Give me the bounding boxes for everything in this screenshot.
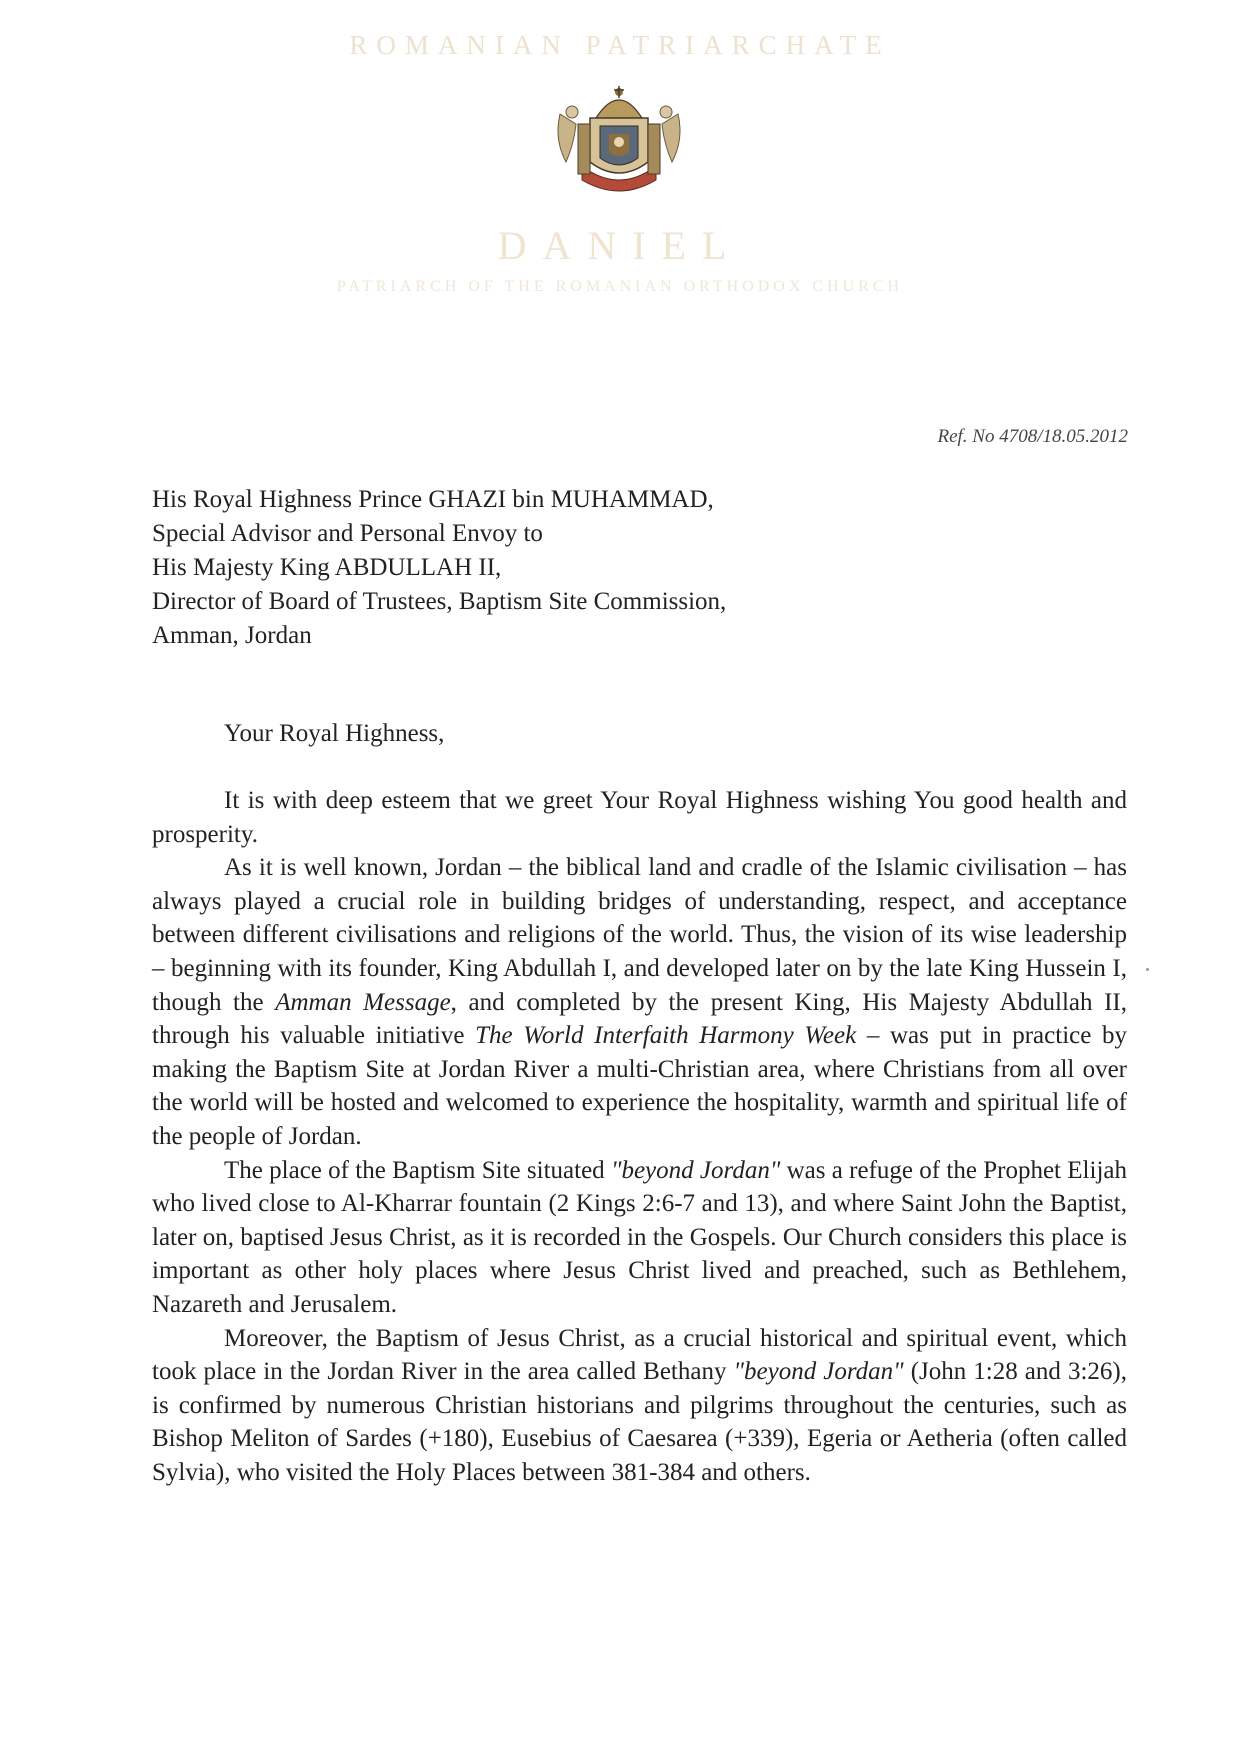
letter-body [152,784,1127,1489]
letterhead-patriarch-name: DANIEL [497,223,743,268]
text-run: , and completed by the present King, His Majesty Abdullah II, through his valuable initiative [152,988,1127,1050]
address-line: Amman, Jordan [152,622,312,649]
letterhead-organization: ROMANIAN PATRIARCHATE [349,30,891,60]
salutation: Your Royal Highness, [224,720,445,747]
text-run: Moreover, the Baptism of Jesus Christ, as a crucial historical and spiritual event, which took place in the Jordan River in the area called Bethany [152,1324,1127,1386]
text-run: was a refuge of the Prophet Elijah who lived close to Al-Kharrar fountain (2 Kings 2:6-7 and 13), and where Saint John the Baptist, later on, baptised Jesus Christ, as it is recorded in the Gospels. Our Church considers this place is important as other holy places where Jesus Christ lived and preached, such as Bethlehem, Nazareth and Jerusalem. [152,1156,1127,1318]
address-line: His Majesty King ABDULLAH II, [152,554,502,581]
paragraph-baptism-site [152,1154,1127,1322]
text-run: The place of the Baptism Site situated [224,1156,611,1184]
paragraph-historical-evidence [152,1322,1127,1490]
emphasis-amman-message: Amman Message [275,988,451,1016]
reference-number: Ref. No 4708/18.05.2012 [937,426,1128,447]
address-line: His Royal Highness Prince GHAZI bin MUHAMMAD, [152,486,714,513]
letterhead-patriarch-title: PATRIARCH OF THE ROMANIAN ORTHODOX CHURCH [336,278,904,295]
patriarchate-crest-icon [552,84,686,196]
emphasis-beyond-jordan: "beyond Jordan" [733,1358,904,1386]
emphasis-interfaith-week: The World Interfaith Harmony Week [475,1022,857,1050]
text-run: – was put in practice by making the Baptism Site at Jordan River a multi-Christian area, where Christians from all over the world will be hosted and welcomed to experience the hospitality, warmth and spiritual life of the people of Jordan. [152,1022,1127,1150]
scan-speck [1146,968,1149,971]
paragraph-jordan-role [152,851,1127,1153]
emphasis-beyond-jordan: "beyond Jordan" [610,1156,781,1184]
text-run: As it is well known, Jordan – the biblical land and cradle of the Islamic civilisation – has always played a crucial role in building bridges of understanding, respect, and acceptance between different civilisations and religions of the world. Thus, the vision of its wise leadership – beginning with its founder, King Abdullah I, and developed later on by the late King Hussein I, though the [152,854,1127,1016]
text-run: (John 1:28 and 3:26), is confirmed by numerous Christian historians and pilgrims throughout the centuries, such as Bishop Meliton of Sardes (+180), Eusebius of Caesarea (+339), Egeria or Aetheria (often called Sylvia), who visited the Holy Places between 381-384 and others. [152,1358,1127,1486]
paragraph-greeting: It is with deep esteem that we greet Your Royal Highness wishing You good health and prosperity. [152,787,1127,848]
address-line: Director of Board of Trustees, Baptism Site Commission, [152,588,727,615]
address-line: Special Advisor and Personal Envoy to [152,520,543,547]
recipient-address [152,483,726,653]
